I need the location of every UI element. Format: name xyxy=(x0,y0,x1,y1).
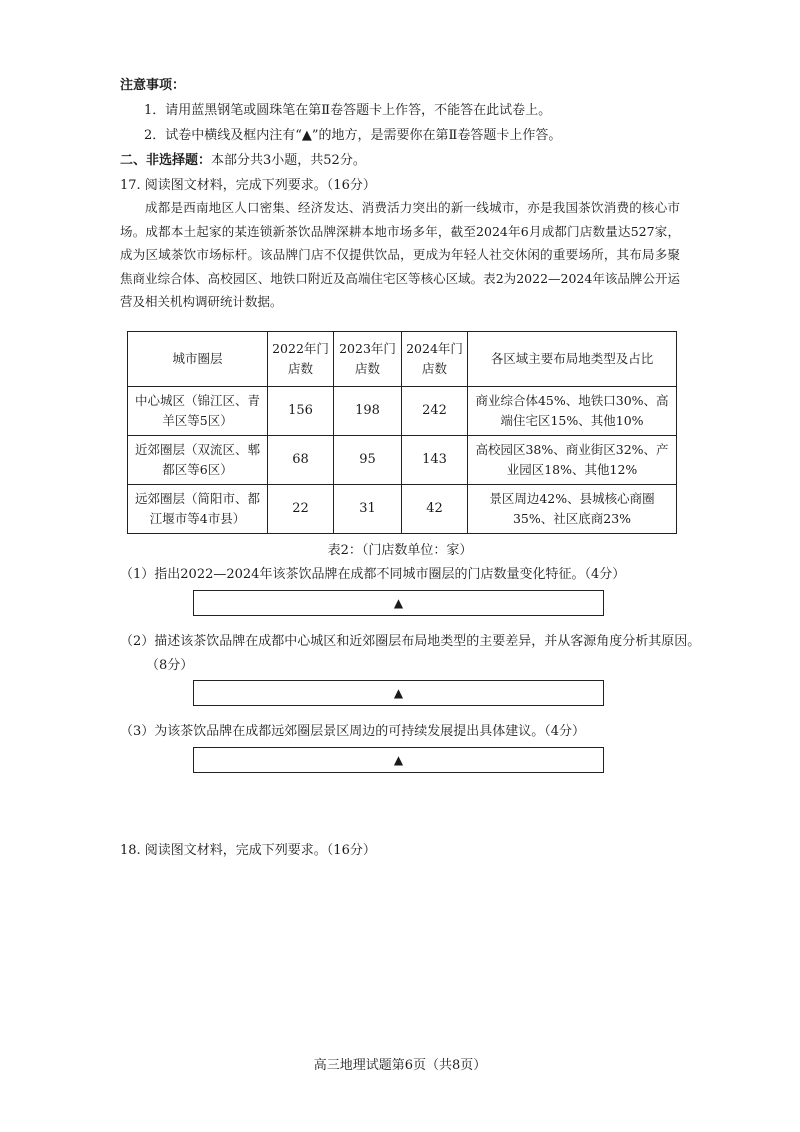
cell-2024: 42 xyxy=(402,485,468,534)
col-header-2024: 2024年门店数 xyxy=(402,332,468,387)
notice-item-2: 2．试卷中横线及框内注有“▲”的地方，是需要你在第Ⅱ卷答题卡上作答。 xyxy=(144,128,562,143)
cell-2022: 68 xyxy=(268,436,334,485)
col-header-2023: 2023年门店数 xyxy=(334,332,402,387)
section-desc: 本部分共3小题，共52分。 xyxy=(211,153,366,168)
cell-2022: 22 xyxy=(268,485,334,534)
table-header-row xyxy=(128,332,677,387)
cell-2024: 143 xyxy=(402,436,468,485)
section-title: 二、非选择题： xyxy=(120,153,212,168)
cell-layout: 景区周边42%、县城核心商圈35%、社区底商23% xyxy=(468,485,677,534)
answer-box-3 xyxy=(193,747,604,773)
q17-paragraph: 成都是西南地区人口密集、经济发达、消费活力突出的新一线城市，亦是我国茶饮消费的核心市场。成都本土起家的某连锁新茶饮品牌深耕本地市场多年，截至2024年6月成都门店数量达527家，成为区域茶饮市场标杆。该品牌门店不仅提供饮品，更成为年轻人社交休闲的重要场所，其布局多聚焦商业综合体、高校园区、地铁口附近及高端住宅区等核心区域。表2为2022—2024年该品牌公开运营及相关机构调研统计数据。 xyxy=(120,200,680,309)
page-footer: 高三地理试题第6页（共8页） xyxy=(313,1058,487,1073)
cell-2023: 198 xyxy=(334,387,402,436)
q17-stem: 17. 阅读图文材料，完成下列要求。（16分） xyxy=(120,178,376,193)
table-row xyxy=(128,436,677,485)
answer-mark: ▲ xyxy=(393,596,404,610)
col-header-layout: 各区域主要布局地类型及占比 xyxy=(468,332,677,387)
table-caption: 表2：（门店数单位：家） xyxy=(327,543,473,558)
col-header-2022: 2022年门店数 xyxy=(268,332,334,387)
q17-sub3: （3）为该茶饮品牌在成都远郊圈层景区周边的可持续发展提出具体建议。（4分） xyxy=(120,724,586,739)
cell-layout: 高校园区38%、商业街区32%、产业园区18%、其他12% xyxy=(468,436,677,485)
cell-2023: 95 xyxy=(334,436,402,485)
store-count-table xyxy=(127,331,677,534)
col-header-zone: 城市圈层 xyxy=(128,332,268,387)
notice-title: 注意事项： xyxy=(120,78,186,93)
cell-2023: 31 xyxy=(334,485,402,534)
q18-stem: 18. 阅读图文材料，完成下列要求。（16分） xyxy=(120,843,376,858)
section-heading xyxy=(120,152,366,170)
answer-mark: ▲ xyxy=(393,753,404,767)
cell-2024: 242 xyxy=(402,387,468,436)
answer-box-1 xyxy=(193,590,604,616)
cell-layout: 商业综合体45%、地铁口30%、高端住宅区15%、其他10% xyxy=(468,387,677,436)
answer-box-2 xyxy=(193,680,604,706)
cell-zone: 近郊圈层（双流区、郫都区等6区） xyxy=(128,436,268,485)
table-row xyxy=(128,485,677,534)
cell-zone: 远郊圈层（简阳市、都江堰市等4市县） xyxy=(128,485,268,534)
answer-mark: ▲ xyxy=(393,686,404,700)
cell-zone: 中心城区（锦江区、青羊区等5区） xyxy=(128,387,268,436)
cell-2022: 156 xyxy=(268,387,334,436)
notice-item-1: 1．请用蓝黑钢笔或圆珠笔在第Ⅱ卷答题卡上作答，不能答在此试卷上。 xyxy=(144,103,552,118)
q17-sub2: （2）描述该茶饮品牌在成都中心城区和近郊圈层布局地类型的主要差异，并从客源角度分析其原因。 xyxy=(120,634,701,649)
q17-sub2-score: （8分） xyxy=(146,658,194,673)
table-row xyxy=(128,387,677,436)
q17-sub1: （1）指出2022—2024年该茶饮品牌在成都不同城市圈层的门店数量变化特征。（4分） xyxy=(120,567,626,582)
